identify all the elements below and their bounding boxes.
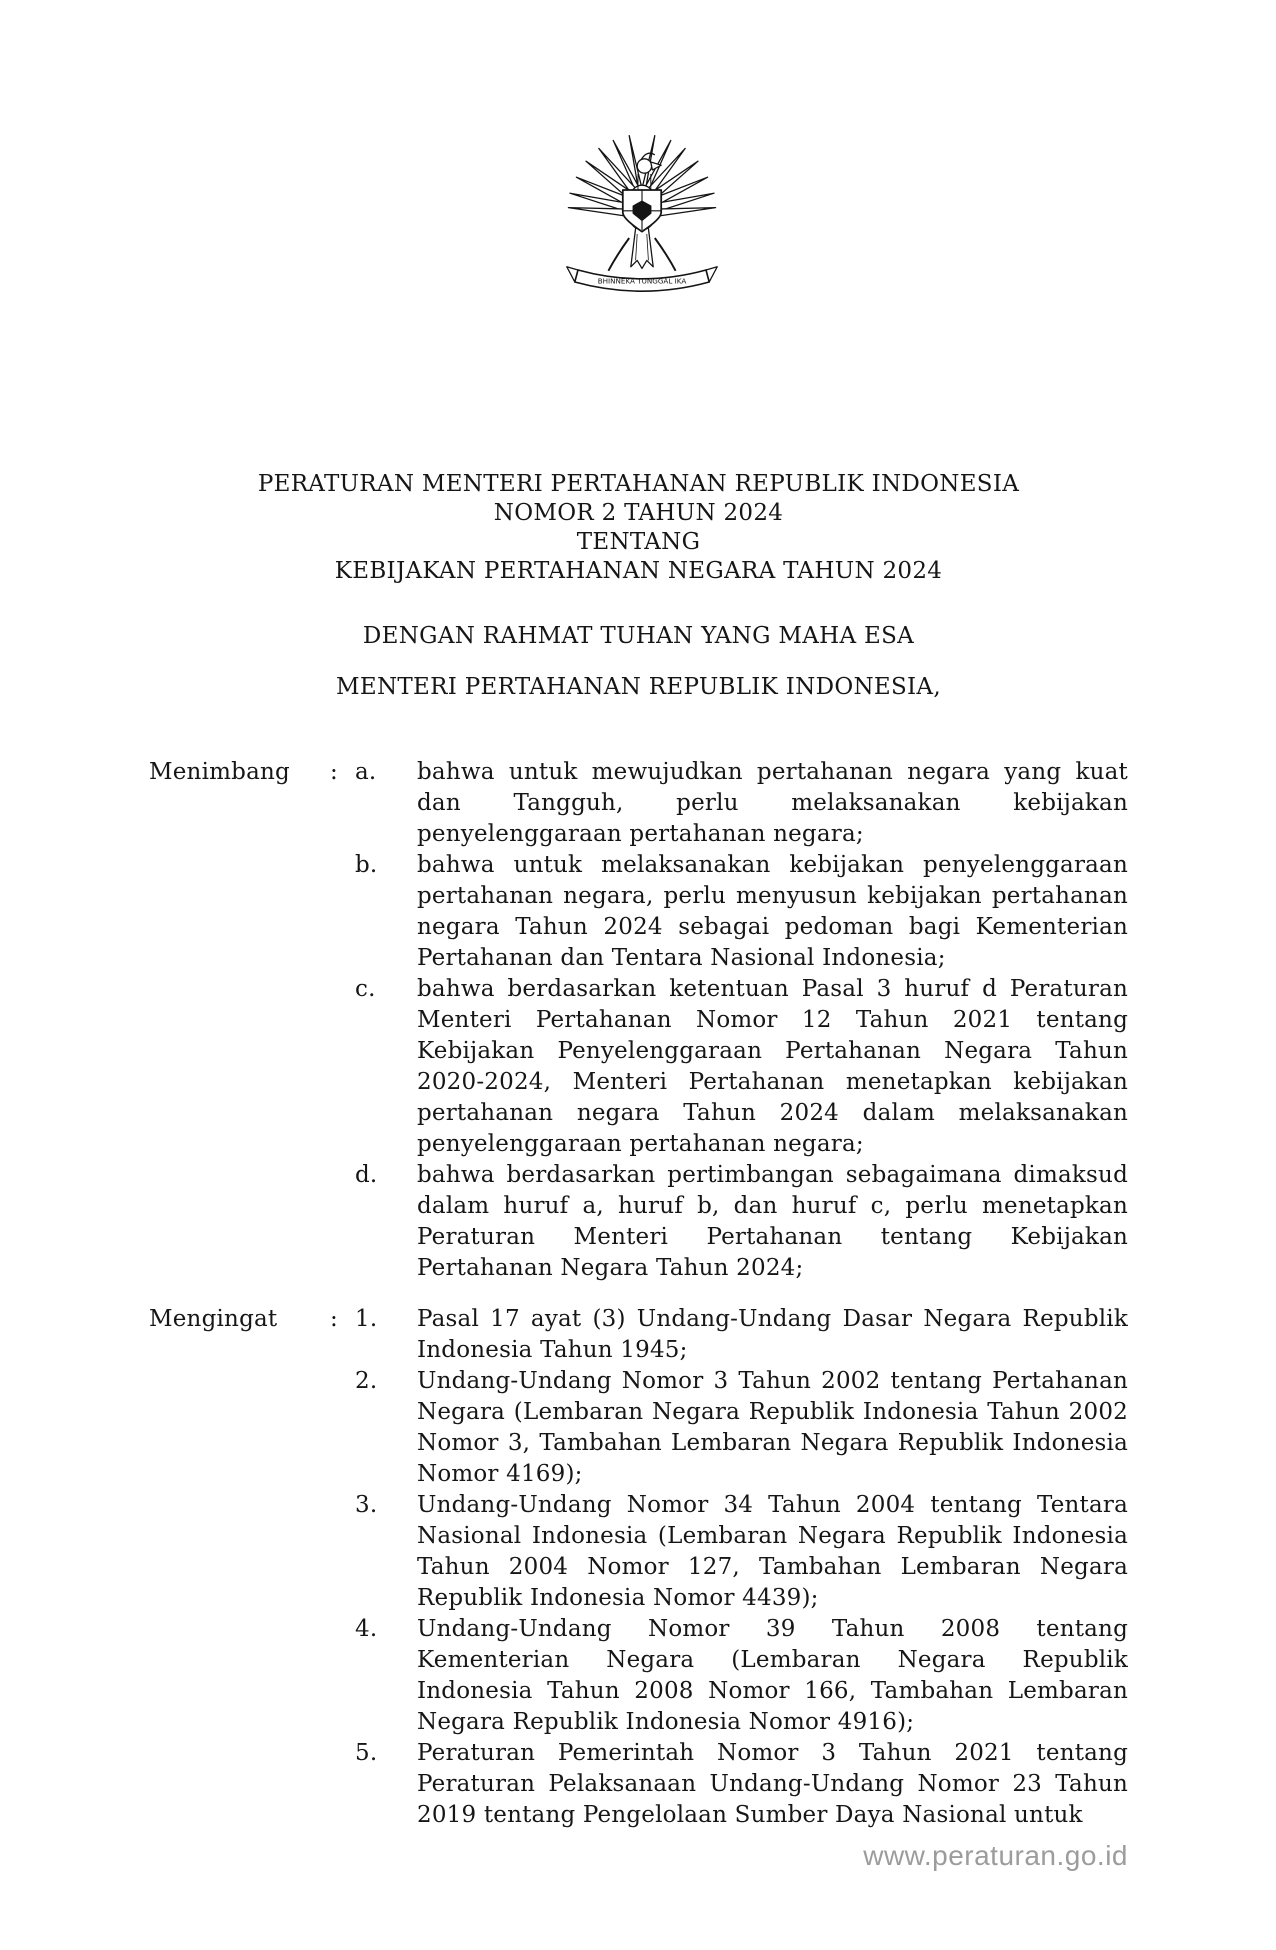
menimbang-label: Menimbang (149, 759, 290, 785)
recalling-item-3 (355, 1490, 1128, 1614)
authority-line: MENTERI PERTAHANAN REPUBLIK INDONESIA, (336, 674, 941, 700)
item-text: Pasal 17 ayat (3) Undang-Undang Dasar Negara Republik Indonesia Tahun 1945; (417, 1306, 1128, 1363)
item-marker: a. (355, 759, 377, 785)
item-marker: c. (355, 976, 376, 1002)
item-text: bahwa untuk mewujudkan pertahanan negara yang kuat dan Tangguh, perlu melaksanakan kebijakan penyelenggaraan pertahanan negara; (417, 759, 1128, 847)
document-body (149, 757, 1128, 1831)
item-marker: 5. (355, 1740, 378, 1766)
watermark-url: www.peraturan.go.id (863, 1840, 1128, 1871)
item-text: bahwa berdasarkan pertimbangan sebagaimana dimaksud dalam huruf a, huruf b, dan huruf c, perlu menetapkan Peraturan Menteri Pertahanan tentang Kebijakan Pertahanan Negara Tahun 2024; (417, 1162, 1128, 1281)
item-text: bahwa berdasarkan ketentuan Pasal 3 huruf d Peraturan Menteri Pertahanan Nomor 12 Tahun 2021 tentang Kebijakan Penyelenggaraan Pertahanan Negara Tahun 2020-2024, Menteri Pertahanan menetapkan kebijakan pertahanan negara Tahun 2024 dalam melaksanakan penyelenggaraan pertahanan negara; (417, 976, 1128, 1157)
regulation-number-line: NOMOR 2 TAHUN 2024 (493, 500, 784, 526)
emblem-motto: BHINNEKA TUNGGAL IKA (597, 276, 687, 286)
regulation-subject-line: KEBIJAKAN PERTAHANAN NEGARA TAHUN 2024 (334, 558, 943, 584)
item-marker: 3. (355, 1492, 378, 1518)
recalling-item-4 (355, 1614, 1128, 1738)
item-text: Undang-Undang Nomor 3 Tahun 2002 tentang Pertahanan Negara (Lembaran Negara Republik Indonesia Tahun 2002 Nomor 3, Tambahan Lembaran Negara Republik Indonesia Nomor 4169); (417, 1368, 1128, 1487)
item-marker: d. (355, 1162, 378, 1188)
recalling-item-5 (355, 1738, 1128, 1831)
considering-item-b (355, 850, 1128, 974)
item-marker: 4. (355, 1616, 378, 1642)
considering-item-a (355, 757, 1128, 850)
mengingat-section (149, 1304, 1128, 1831)
item-text: bahwa untuk melaksanakan kebijakan penyelenggaraan pertahanan negara, perlu menyusun kebijakan pertahanan negara Tahun 2024 sebagai pedoman bagi Kementerian Pertahanan dan Tentara Nasional Indonesia; (417, 852, 1128, 971)
invocation-line: DENGAN RAHMAT TUHAN YANG MAHA ESA (362, 623, 915, 649)
item-text: Peraturan Pemerintah Nomor 3 Tahun 2021 tentang Peraturan Pelaksanaan Undang-Undang Nomor 23 Tahun 2019 tentang Pengelolaan Sumber Daya Nasional untuk (417, 1740, 1128, 1828)
garuda-pancasila-emblem (562, 118, 722, 306)
item-text: Undang-Undang Nomor 39 Tahun 2008 tentang Kementerian Negara (Lembaran Negara Republik Indonesia Tahun 2008 Nomor 166, Tambahan Lembaran Negara Republik Indonesia Nomor 4916); (417, 1616, 1128, 1735)
item-marker: 2. (355, 1368, 378, 1394)
recalling-item-1 (355, 1304, 1128, 1366)
menimbang-section (149, 757, 1128, 1284)
regulation-title-line: PERATURAN MENTERI PERTAHANAN REPUBLIK INDONESIA (257, 471, 1020, 497)
regulation-about-word: TENTANG (576, 529, 701, 555)
item-text: Undang-Undang Nomor 34 Tahun 2004 tentang Tentara Nasional Indonesia (Lembaran Negara Republik Indonesia Tahun 2004 Nomor 127, Tambahan Lembaran Negara Republik Indonesia Nomor 4439); (417, 1492, 1128, 1611)
mengingat-label: Mengingat (149, 1306, 278, 1332)
mengingat-colon: : (330, 1306, 338, 1332)
considering-item-d (355, 1160, 1128, 1284)
title-block (149, 470, 1128, 702)
item-marker: 1. (355, 1306, 378, 1332)
item-marker: b. (355, 852, 378, 878)
considering-item-c (355, 974, 1128, 1160)
menimbang-colon: : (330, 759, 338, 785)
recalling-item-2 (355, 1366, 1128, 1490)
